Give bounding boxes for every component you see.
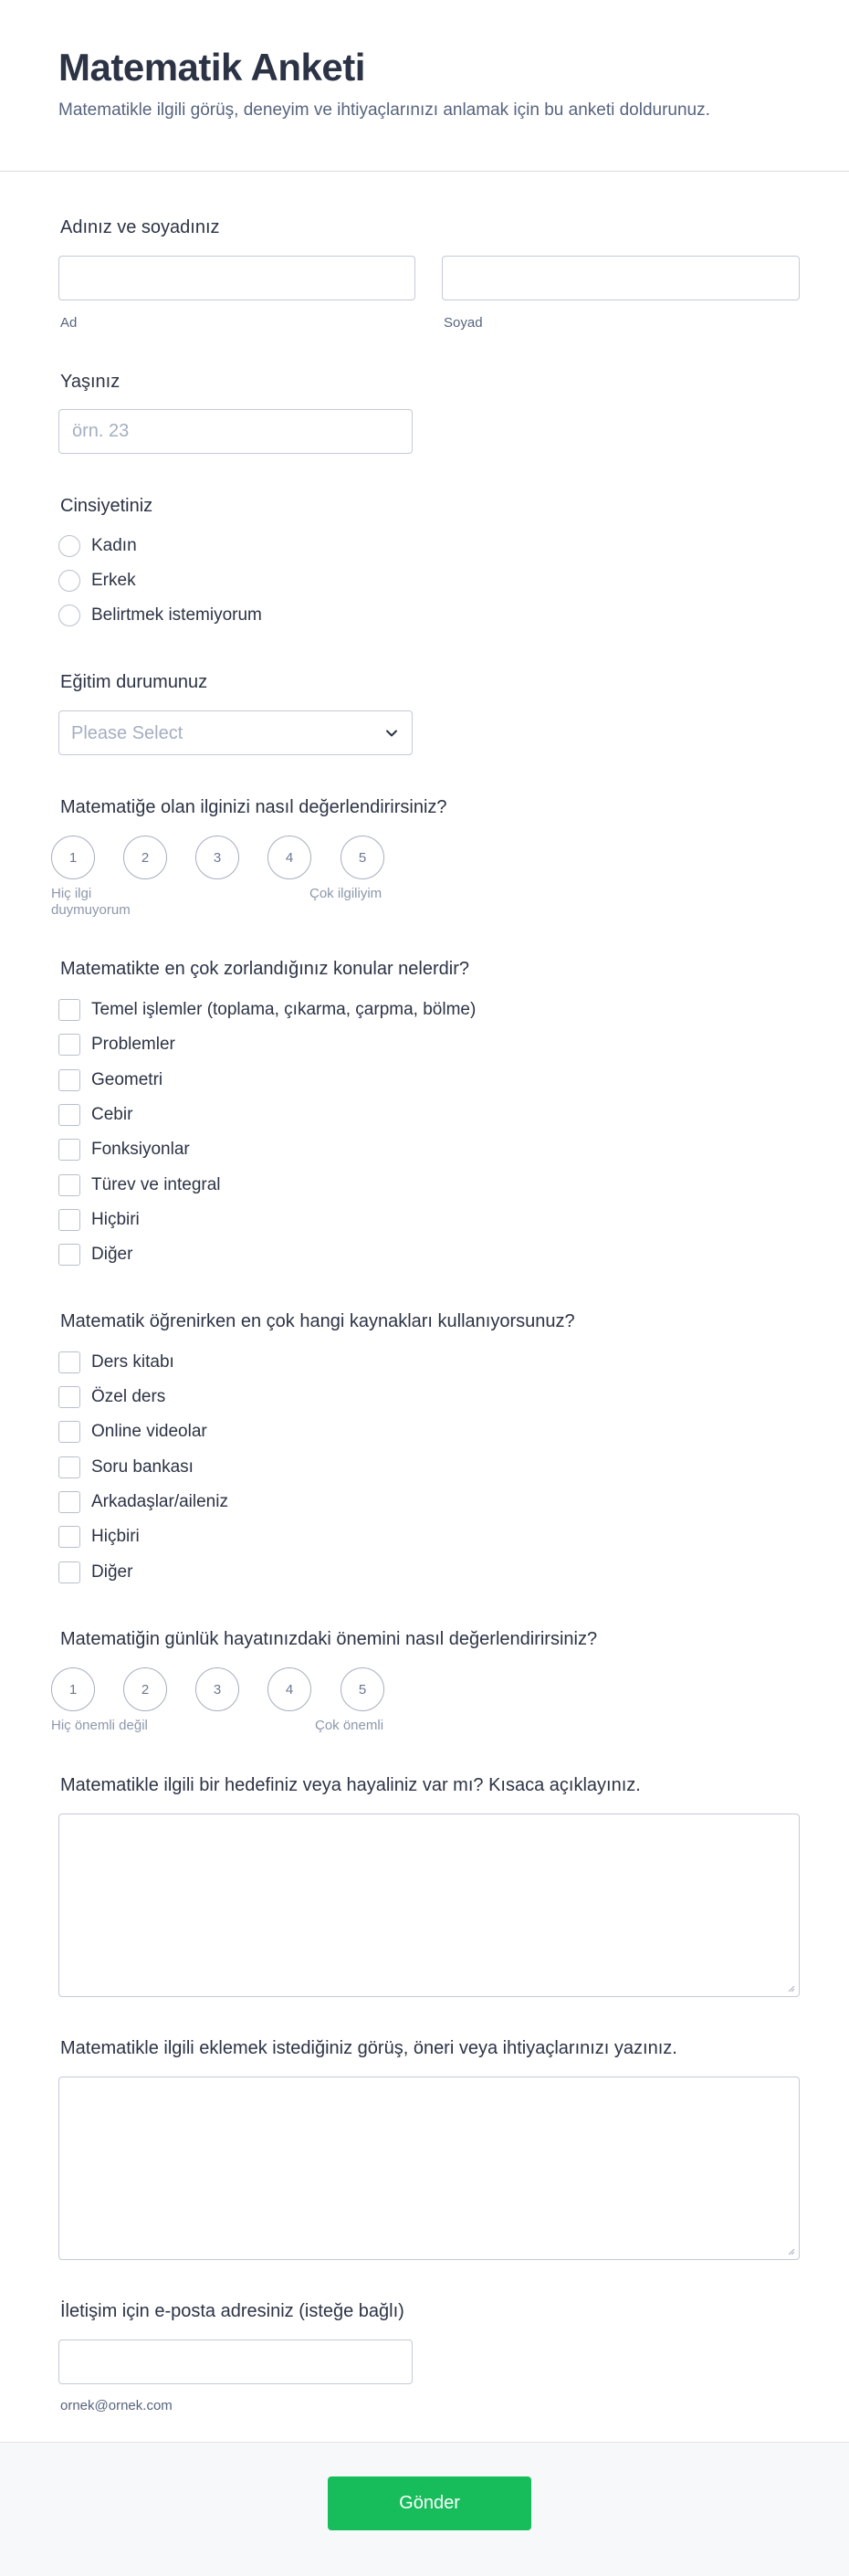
interest-scale-3[interactable]: 3 — [195, 836, 239, 879]
checkbox[interactable] — [58, 1139, 80, 1161]
importance-scale-5[interactable]: 5 — [341, 1667, 384, 1711]
checkbox[interactable] — [58, 1209, 80, 1231]
form-title: Matematik Anketi — [58, 46, 365, 89]
gender-option-unspecified[interactable]: Belirtmek istemiyorum — [58, 604, 262, 627]
checkbox[interactable] — [58, 1034, 80, 1056]
education-select[interactable] — [58, 710, 413, 755]
form-footer — [0, 2442, 849, 2576]
gender-option-female[interactable]: Kadın — [58, 534, 137, 558]
education-label: Eğitim durumunuz — [60, 672, 208, 692]
feedback-textarea[interactable] — [58, 2077, 800, 2260]
form-subtitle: Matematikle ilgili görüş, deneyim ve ihtiyaçlarınızı anlamak için bu anketi doldurunuz. — [58, 100, 710, 120]
last-name-input[interactable] — [442, 256, 800, 300]
checkbox[interactable] — [58, 1561, 80, 1583]
difficulty-option-geometry[interactable]: Geometri — [58, 1068, 162, 1092]
difficulty-option-problems[interactable]: Problemler — [58, 1033, 175, 1057]
checkbox[interactable] — [58, 1069, 80, 1091]
resources-option-textbook[interactable]: Ders kitabı — [58, 1351, 174, 1374]
gender-option-male[interactable]: Erkek — [58, 569, 136, 593]
checkbox[interactable] — [58, 1526, 80, 1548]
first-name-sublabel: Ad — [60, 315, 78, 331]
radio-button[interactable] — [58, 535, 80, 557]
interest-scale-2[interactable]: 2 — [123, 836, 167, 879]
interest-label: Matematiğe olan ilginizi nasıl değerlendirirsiniz? — [60, 797, 447, 817]
interest-low-label: Hiç ilgi duymuyorum — [51, 886, 131, 918]
checkbox[interactable] — [58, 1244, 80, 1266]
resources-label: Matematik öğrenirken en çok hangi kaynakları kullanıyorsunuz? — [60, 1311, 575, 1331]
difficulty-option-calculus[interactable]: Türev ve integral — [58, 1173, 221, 1197]
importance-scale-2[interactable]: 2 — [123, 1667, 167, 1711]
interest-scale-4[interactable]: 4 — [267, 836, 311, 879]
feedback-label: Matematikle ilgili eklemek istediğiniz görüş, öneri veya ihtiyaçlarınızı yazınız. — [60, 2038, 677, 2058]
checkbox[interactable] — [58, 1456, 80, 1478]
chevron-down-icon — [383, 724, 401, 742]
first-name-input[interactable] — [58, 256, 415, 300]
email-input[interactable] — [58, 2339, 413, 2384]
interest-high-label: Çok ilgiliyim — [309, 886, 383, 901]
checkbox[interactable] — [58, 1491, 80, 1513]
checkbox[interactable] — [58, 1386, 80, 1408]
checkbox[interactable] — [58, 1174, 80, 1196]
difficulty-option-algebra[interactable]: Cebir — [58, 1103, 132, 1127]
goal-label: Matematikle ilgili bir hedefiniz veya hayaliniz var mı? Kısaca açıklayınız. — [60, 1775, 641, 1795]
email-sublabel: ornek@ornek.com — [60, 2398, 173, 2413]
importance-scale-4[interactable]: 4 — [267, 1667, 311, 1711]
radio-button[interactable] — [58, 570, 80, 592]
resize-handle-icon[interactable] — [786, 1983, 795, 1992]
age-input[interactable] — [58, 409, 413, 454]
last-name-sublabel: Soyad — [444, 315, 483, 331]
checkbox[interactable] — [58, 1104, 80, 1126]
difficulty-option-functions[interactable]: Fonksiyonlar — [58, 1138, 190, 1162]
resources-option-online-videos[interactable]: Online videolar — [58, 1420, 207, 1444]
radio-button[interactable] — [58, 605, 80, 626]
goal-textarea[interactable] — [58, 1814, 800, 1997]
resources-option-other[interactable]: Diğer — [58, 1561, 132, 1584]
resize-handle-icon[interactable] — [786, 2246, 795, 2255]
age-label: Yaşınız — [60, 372, 121, 392]
difficulty-label: Matematikte en çok zorlandığınız konular nelerdir? — [60, 959, 470, 979]
resources-option-none[interactable]: Hiçbiri — [58, 1525, 140, 1549]
importance-scale-3[interactable]: 3 — [195, 1667, 239, 1711]
submit-button[interactable]: Gönder — [328, 2476, 531, 2530]
importance-scale-1[interactable]: 1 — [51, 1667, 95, 1711]
difficulty-option-basic-operations[interactable]: Temel işlemler (toplama, çıkarma, çarpma, bölme) — [58, 998, 476, 1022]
name-label: Adınız ve soyadınız — [60, 217, 220, 237]
difficulty-option-none[interactable]: Hiçbiri — [58, 1208, 140, 1232]
interest-scale-1[interactable]: 1 — [51, 836, 95, 879]
difficulty-option-other[interactable]: Diğer — [58, 1243, 132, 1267]
form-header — [0, 0, 849, 172]
gender-label: Cinsiyetiniz — [60, 496, 153, 516]
importance-low-label: Hiç önemli değil — [51, 1718, 148, 1733]
checkbox[interactable] — [58, 1351, 80, 1373]
education-select-value: Please Select — [71, 723, 183, 743]
interest-scale-5[interactable]: 5 — [341, 836, 384, 879]
email-label: İletişim için e-posta adresiniz (isteğe bağlı) — [60, 2301, 404, 2321]
resources-option-question-bank[interactable]: Soru bankası — [58, 1456, 194, 1479]
checkbox[interactable] — [58, 1421, 80, 1443]
resources-option-friends-family[interactable]: Arkadaşlar/aileniz — [58, 1490, 228, 1514]
importance-high-label: Çok önemli — [315, 1718, 384, 1733]
checkbox[interactable] — [58, 999, 80, 1021]
resources-option-private-lesson[interactable]: Özel ders — [58, 1385, 165, 1409]
importance-label: Matematiğin günlük hayatınızdaki önemini nasıl değerlendirirsiniz? — [60, 1629, 598, 1649]
